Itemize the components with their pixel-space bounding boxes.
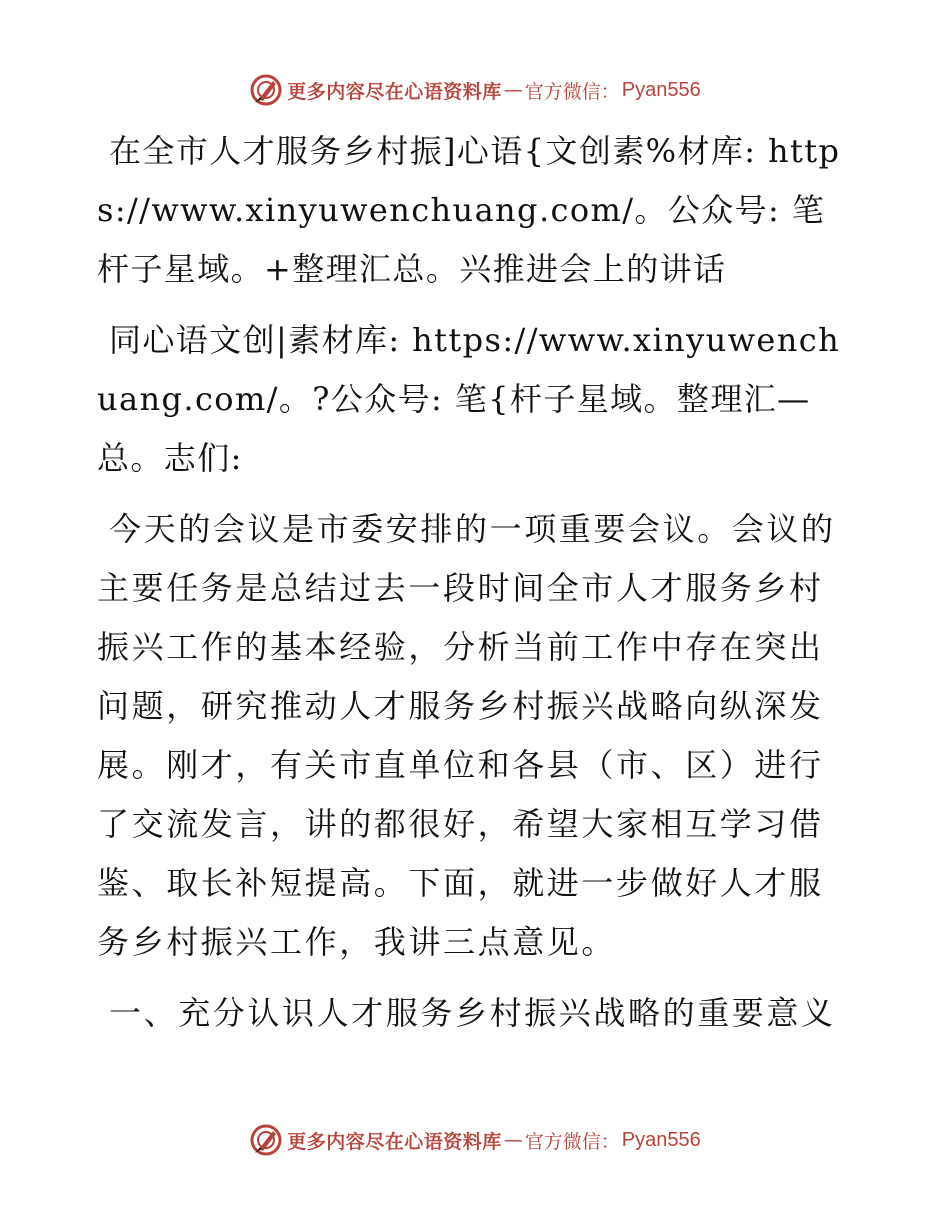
logo-icon: [249, 1123, 283, 1157]
paragraph-greeting: 同心语文创|素材库: https://www.xinyuwenchuang.com/。?公众号: 笔{杆子星域。整理汇—总。志们:: [97, 321, 841, 477]
banner-wechat-id: Pyan556: [621, 1128, 701, 1151]
banner-text: 更多内容尽在心语资料库: [287, 1130, 502, 1153]
banner-dash: —: [503, 1129, 523, 1151]
logo-icon: [249, 73, 283, 107]
document-body: [97, 122, 857, 1055]
banner-wechat-id: Pyan556: [621, 78, 701, 101]
banner-wechat-label: 官方微信：: [524, 80, 620, 103]
banner-dash: —: [503, 79, 523, 101]
banner-text: 更多内容尽在心语资料库: [287, 80, 502, 103]
paragraph-title: 在全市人才服务乡村振]心语{文创素%材库: https://www.xinyuwenchuang.com/。公众号: 笔杆子星域。+整理汇总。兴推进会上的讲话: [97, 132, 841, 288]
paragraph-body: 今天的会议是市委安排的一项重要会议。会议的主要任务是总结过去一段时间全市人才服务乡村振兴工作的基本经验，分析当前工作中存在突出问题，研究推动人才服务乡村振兴战略向纵深发展。刚才，有关市直单位和各县（市、区）进行了交流发言，讲的都很好，希望大家相互学习借鉴、取长补短提高。下面，就进一步做好人才服务乡村振兴工作，我讲三点意见。: [97, 510, 836, 961]
header-watermark-banner: [0, 70, 950, 110]
section-heading: 一、充分认识人才服务乡村振兴战略的重要意义: [109, 994, 836, 1032]
banner-wechat-label: 官方微信：: [524, 1130, 620, 1153]
footer-watermark-banner: [0, 1120, 950, 1160]
